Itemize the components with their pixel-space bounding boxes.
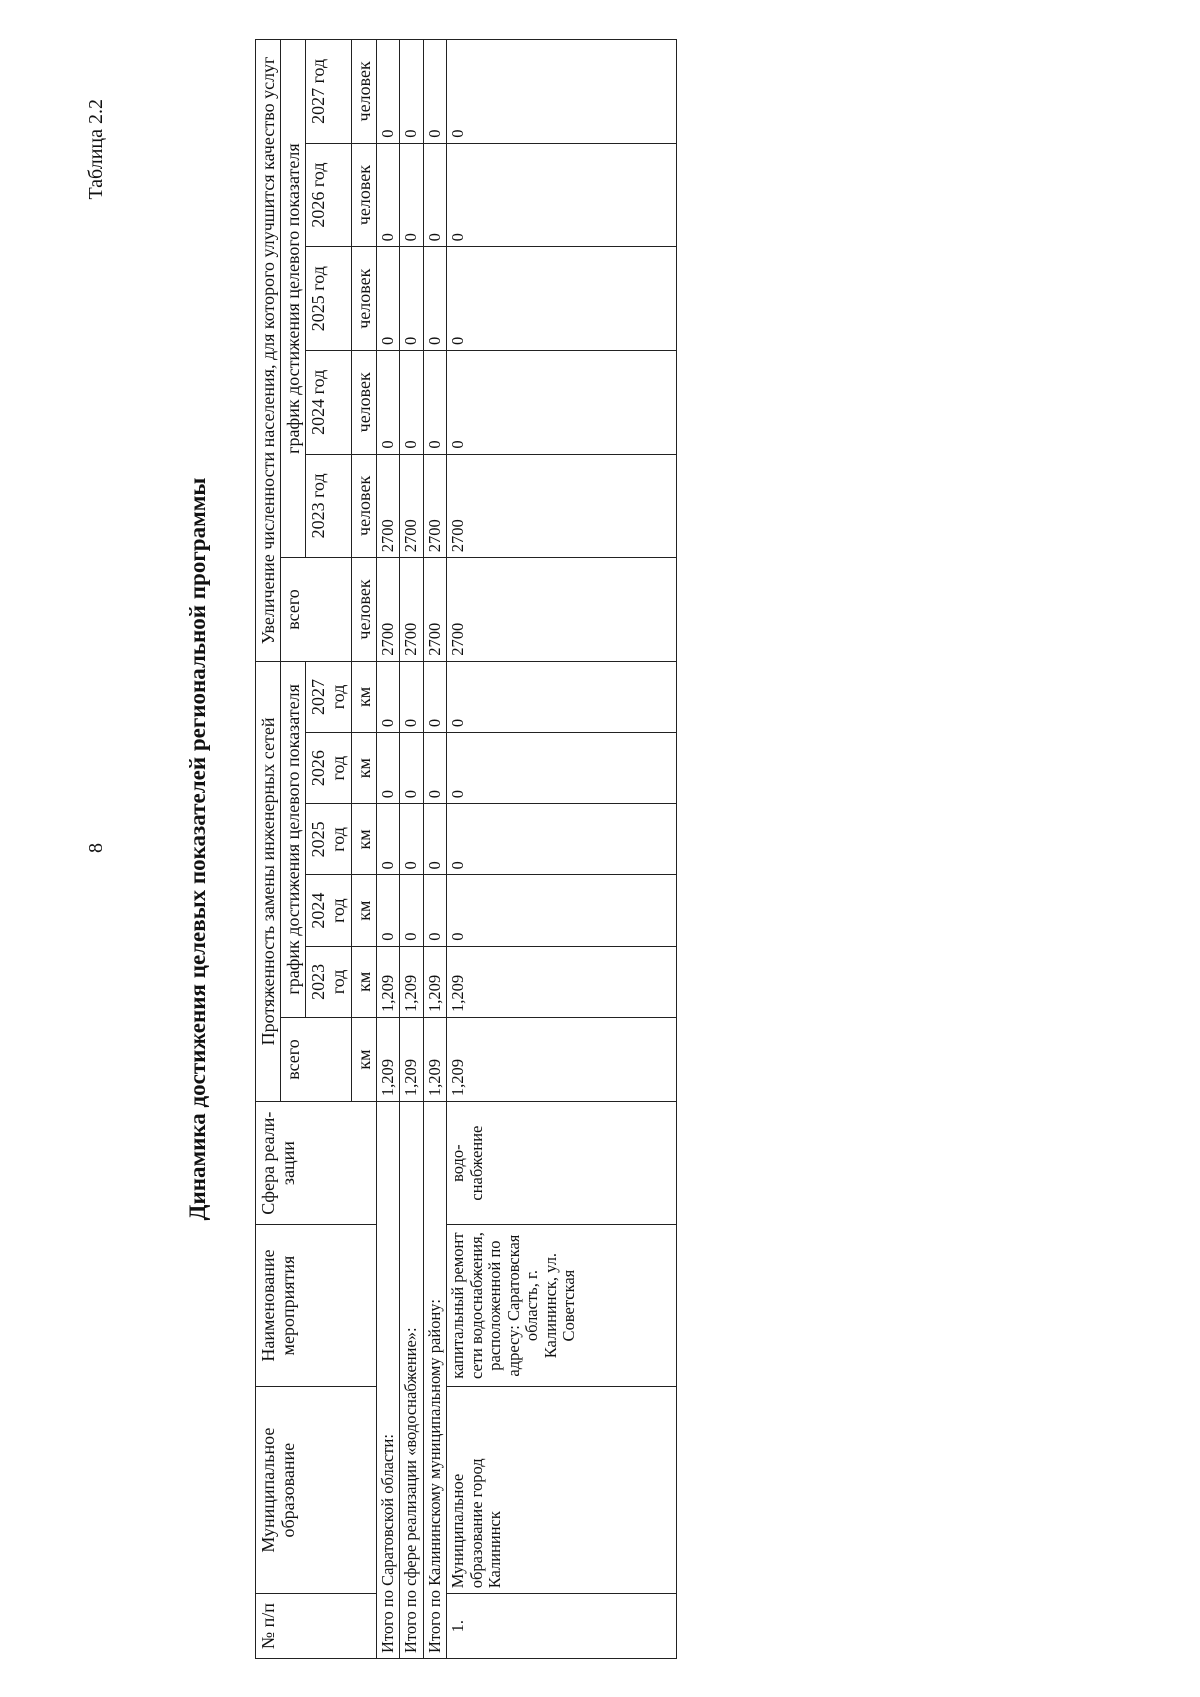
municipality-cell: Муниципальное образование город Калининск xyxy=(447,1386,677,1593)
population-cell: 0 xyxy=(423,39,446,143)
length-cell: 1,209 xyxy=(447,946,677,1017)
unit-cell: человек xyxy=(351,246,376,350)
header-population-year: 2024 год xyxy=(306,350,351,454)
population-cell: 0 xyxy=(447,143,677,247)
length-cell: 0 xyxy=(423,875,446,946)
header-sphere: Сфера реали-зации xyxy=(256,1101,377,1224)
summary-row-district xyxy=(423,39,446,1658)
header-population-total: всего xyxy=(281,557,351,661)
header-event-name: Наименование мероприятия xyxy=(256,1224,377,1386)
length-cell: 1,209 xyxy=(400,1017,423,1101)
unit-cell: км xyxy=(351,803,376,874)
length-cell: 0 xyxy=(447,732,677,803)
page-number: 8 xyxy=(85,843,107,853)
table-row xyxy=(447,39,677,1658)
population-cell: 0 xyxy=(400,246,423,350)
population-cell: 0 xyxy=(376,39,399,143)
unit-cell: человек xyxy=(351,557,376,661)
population-cell: 2700 xyxy=(447,557,677,661)
length-cell: 1,209 xyxy=(376,1017,399,1101)
header-length-year: 2023 год xyxy=(306,946,351,1017)
length-cell: 1,209 xyxy=(400,946,423,1017)
unit-cell: человек xyxy=(351,143,376,247)
unit-cell: км xyxy=(351,1017,376,1101)
length-cell: 0 xyxy=(447,875,677,946)
population-cell: 2700 xyxy=(423,557,446,661)
unit-cell: км xyxy=(351,946,376,1017)
event-name-cell: капитальный ремонт сети водоснабжения, расположенной по адресу: Саратовская область, г. Калининск, ул. Советская xyxy=(447,1224,677,1386)
population-cell: 0 xyxy=(423,143,446,247)
header-population-schedule: график достижения целевого показателя xyxy=(281,39,306,557)
length-cell: 1,209 xyxy=(447,1017,677,1101)
header-population-group: Увеличение численности населения, для которого улучшится качество услуг xyxy=(256,39,281,661)
population-cell: 0 xyxy=(447,246,677,350)
population-cell: 0 xyxy=(423,350,446,454)
length-cell: 0 xyxy=(400,732,423,803)
population-cell: 0 xyxy=(400,143,423,247)
header-num: № п/п xyxy=(256,1593,377,1658)
length-cell: 0 xyxy=(423,661,446,732)
header-municipality: Муниципальное образование xyxy=(256,1386,377,1593)
header-length-total: всего xyxy=(281,1017,351,1101)
population-cell: 2700 xyxy=(376,557,399,661)
unit-cell: человек xyxy=(351,350,376,454)
table-caption: Таблица 2.2 xyxy=(85,98,107,200)
unit-cell: человек xyxy=(351,454,376,558)
length-cell: 0 xyxy=(376,661,399,732)
population-cell: 2700 xyxy=(376,454,399,558)
unit-cell: км xyxy=(351,661,376,732)
population-cell: 2700 xyxy=(447,454,677,558)
length-cell: 0 xyxy=(400,661,423,732)
sphere-cell: водо-снабжение xyxy=(447,1101,677,1224)
population-cell: 2700 xyxy=(423,454,446,558)
summary-row-sphere xyxy=(400,39,423,1658)
header-length-year: 2024 год xyxy=(306,875,351,946)
summary-label: Итого по сфере реализации «водоснабжение»: xyxy=(400,1101,423,1658)
length-cell: 0 xyxy=(400,875,423,946)
population-cell: 0 xyxy=(423,246,446,350)
header-length-group: Протяженность замены инженерных сетей xyxy=(256,661,281,1101)
population-cell: 0 xyxy=(376,143,399,247)
unit-cell: человек xyxy=(351,39,376,143)
summary-row-region xyxy=(376,39,399,1658)
summary-label: Итого по Калининскому муниципальному району: xyxy=(423,1101,446,1658)
population-cell: 2700 xyxy=(400,557,423,661)
length-cell: 1,209 xyxy=(423,1017,446,1101)
population-cell: 0 xyxy=(447,39,677,143)
length-cell: 1,209 xyxy=(376,946,399,1017)
unit-cell: км xyxy=(351,875,376,946)
population-cell: 0 xyxy=(400,350,423,454)
header-row-1 xyxy=(256,39,281,1658)
length-cell: 1,209 xyxy=(423,946,446,1017)
header-population-year: 2027 год xyxy=(306,39,351,143)
document-title: Динамика достижения целевых показателей региональной программы xyxy=(185,477,210,1220)
header-length-schedule: график достижения целевого показателя xyxy=(281,661,306,1017)
row-number: 1. xyxy=(447,1593,677,1658)
length-cell: 0 xyxy=(447,803,677,874)
length-cell: 0 xyxy=(423,732,446,803)
indicator-table xyxy=(255,39,677,1659)
header-population-year: 2023 год xyxy=(306,454,351,558)
header-length-year: 2026 год xyxy=(306,732,351,803)
length-cell: 0 xyxy=(423,803,446,874)
length-cell: 0 xyxy=(447,661,677,732)
header-length-year: 2027 год xyxy=(306,661,351,732)
rotated-page-content xyxy=(25,29,1175,1669)
population-cell: 0 xyxy=(376,246,399,350)
header-population-year: 2026 год xyxy=(306,143,351,247)
header-length-year: 2025 год xyxy=(306,803,351,874)
header-population-year: 2025 год xyxy=(306,246,351,350)
population-cell: 0 xyxy=(400,39,423,143)
population-cell: 2700 xyxy=(400,454,423,558)
length-cell: 0 xyxy=(400,803,423,874)
population-cell: 0 xyxy=(447,350,677,454)
length-cell: 0 xyxy=(376,875,399,946)
unit-cell: км xyxy=(351,732,376,803)
length-cell: 0 xyxy=(376,803,399,874)
population-cell: 0 xyxy=(376,350,399,454)
summary-label: Итого по Саратовской области: xyxy=(376,1101,399,1658)
length-cell: 0 xyxy=(376,732,399,803)
